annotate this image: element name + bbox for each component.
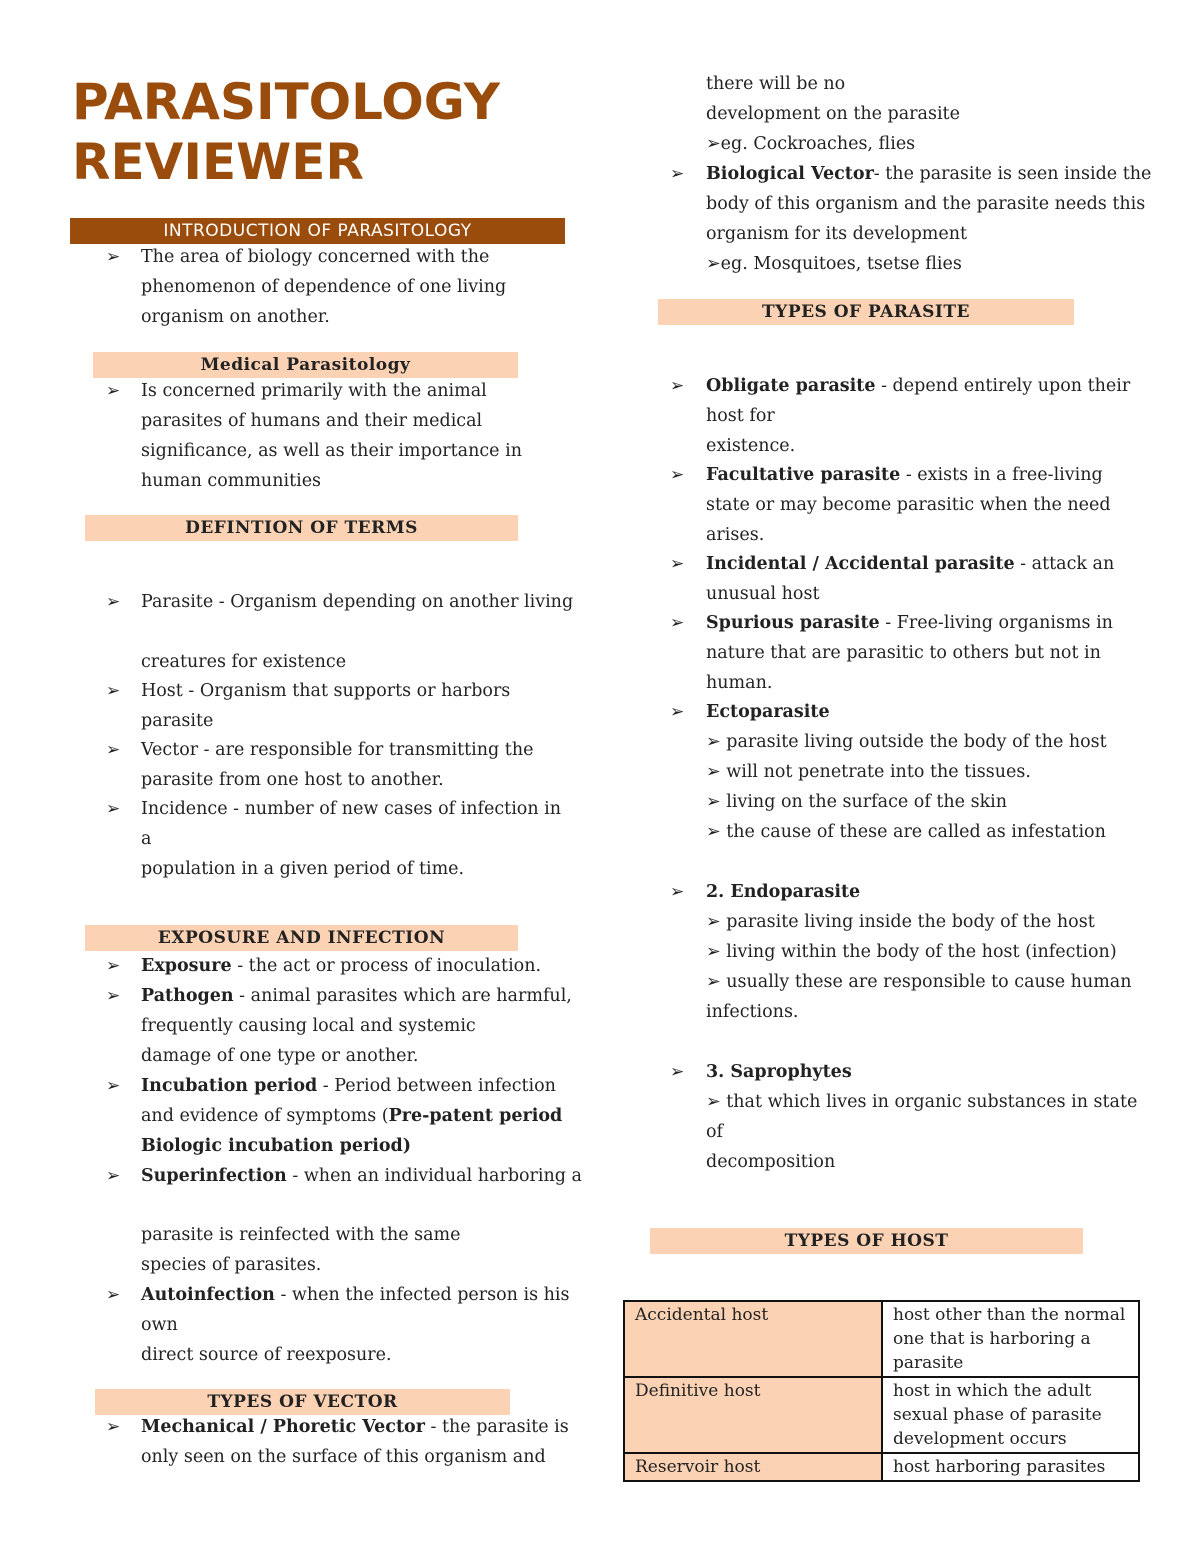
bullet-icon: ➢ — [106, 247, 121, 267]
term-autoinfection: Autoinfection — [141, 1285, 275, 1305]
bullet-icon: ➢ — [670, 613, 685, 633]
text-line: species of parasites. — [141, 1255, 322, 1275]
term-mechanical-vector: Mechanical / Phoretic Vector — [141, 1417, 425, 1437]
definition-text: - exists in a free-living — [900, 465, 1103, 485]
host-types-table — [623, 1300, 1140, 1482]
text-line: parasite is reinfected with the same — [141, 1225, 461, 1245]
example-text: eg. Cockroaches, flies — [720, 134, 916, 154]
example-text: eg. Mosquitoes, tsetse flies — [720, 254, 962, 274]
section-header-medical-parasitology: Medical Parasitology — [93, 352, 518, 378]
term-spurious-parasite: Spurious parasite — [706, 613, 880, 633]
text-line: of — [706, 1122, 724, 1142]
text-line: a — [141, 829, 152, 849]
term-exposure: Exposure — [141, 956, 232, 976]
term-biological-vector: Biological Vector — [706, 164, 874, 184]
text-line: population in a given period of time. — [141, 859, 465, 879]
definition-text: - the act or process of inoculation. — [231, 956, 542, 976]
section-header-exposure-and-infection: EXPOSURE AND INFECTION — [85, 925, 518, 951]
section-header-types-of-host: TYPES OF HOST — [650, 1228, 1083, 1254]
host-description-cell: host harboring parasites — [882, 1453, 1139, 1481]
text-line — [706, 1088, 1137, 1118]
text-line: development on the parasite — [706, 104, 960, 124]
definition-text: - animal parasites which are harmful, — [233, 986, 572, 1006]
term-superinfection: Superinfection — [141, 1166, 287, 1186]
text-line: human communities — [141, 471, 322, 491]
text-line: unusual host — [706, 584, 820, 604]
text-line: phenomenon of dependence of one living — [141, 277, 507, 297]
text-line: own — [141, 1315, 178, 1335]
text-line — [706, 728, 1107, 758]
text-line — [141, 1132, 411, 1162]
text-line — [706, 938, 1117, 968]
bullet-icon: ➢ — [106, 381, 121, 401]
text-line — [706, 130, 915, 160]
sub-bullet-icon: ➢ — [706, 942, 721, 962]
text-line: parasite — [141, 711, 214, 731]
term-saprophytes: 3. Saprophytes — [706, 1062, 852, 1082]
text-line — [706, 160, 1151, 190]
section-header-types-of-vector: TYPES OF VECTOR — [95, 1389, 510, 1415]
text-line — [141, 1413, 569, 1443]
bullet-icon: ➢ — [106, 1166, 121, 1186]
sub-bullet-icon: ➢ — [706, 822, 721, 842]
definition-text: - depend entirely upon their — [875, 376, 1131, 396]
host-name-cell: Reservoir host — [624, 1453, 882, 1481]
term-biologic-incubation-period: Biologic incubation period) — [141, 1136, 412, 1156]
section-header-types-of-parasite: TYPES OF PARASITE — [658, 299, 1074, 325]
text-line: state or may become parasitic when the need — [706, 495, 1111, 515]
text-line — [706, 788, 1007, 818]
text-line: creatures for existence — [141, 652, 347, 672]
list-item: parasite living outside the body of the host — [726, 732, 1107, 752]
text-line — [141, 1162, 582, 1192]
bullet-icon: ➢ — [106, 956, 121, 976]
bullet-icon: ➢ — [106, 986, 121, 1006]
text-line: only seen on the surface of this organism and — [141, 1447, 546, 1467]
list-item: living within the body of the host (infection) — [726, 942, 1117, 962]
table-row — [624, 1377, 1139, 1453]
sub-bullet-icon: ➢ — [706, 254, 721, 274]
sub-bullet-icon: ➢ — [706, 732, 721, 752]
list-item: that which lives in organic substances in state — [726, 1092, 1138, 1112]
host-name-cell: Definitive host — [624, 1377, 882, 1453]
text-line: human. — [706, 673, 773, 693]
text-line: significance, as well as their importance in — [141, 441, 522, 461]
text-line — [706, 878, 860, 908]
text-line: body of this organism and the parasite needs this — [706, 194, 1146, 214]
text-line — [706, 968, 1132, 998]
bullet-icon: ➢ — [106, 681, 121, 701]
list-item: living on the surface of the skin — [726, 792, 1008, 812]
bullet-icon: ➢ — [670, 164, 685, 184]
text-line: frequently causing local and systemic — [141, 1016, 476, 1036]
text-line — [706, 250, 962, 280]
text-line: parasites of humans and their medical — [141, 411, 483, 431]
sub-bullet-icon: ➢ — [706, 762, 721, 782]
text-line: The area of biology concerned with the — [141, 247, 490, 267]
term-endoparasite: 2. Endoparasite — [706, 882, 861, 902]
table-row — [624, 1453, 1139, 1481]
list-item: usually these are responsible to cause human — [726, 972, 1132, 992]
term-incidental-parasite: Incidental / Accidental parasite — [706, 554, 1015, 574]
text-line: infections. — [706, 1002, 799, 1022]
definition-text: - the parasite is — [424, 1417, 569, 1437]
text-line: organism on another. — [141, 307, 330, 327]
sub-bullet-icon: ➢ — [706, 912, 721, 932]
text-line — [141, 1102, 562, 1132]
text-line: Parasite - Organism depending on another living — [141, 592, 574, 612]
text-line: parasite from one host to another. — [141, 770, 444, 790]
section-header-definition-of-terms: DEFINTION OF TERMS — [85, 515, 518, 541]
title-line-1: PARASITOLOGY — [72, 73, 500, 131]
term-incubation-period: Incubation period — [141, 1076, 318, 1096]
text-line — [706, 609, 1113, 639]
definition-text: - when the infected person is his — [274, 1285, 570, 1305]
text-line: Is concerned primarily with the animal — [141, 381, 487, 401]
list-item: the cause of these are called as infestation — [726, 822, 1106, 842]
host-name-cell: Accidental host — [624, 1301, 882, 1377]
text-line — [706, 908, 1095, 938]
text-line — [706, 758, 1031, 788]
bullet-icon: ➢ — [670, 882, 685, 902]
text-line: Incidence - number of new cases of infection in — [141, 799, 562, 819]
sub-bullet-icon: ➢ — [706, 1092, 721, 1112]
bullet-icon: ➢ — [106, 1285, 121, 1305]
sub-bullet-icon: ➢ — [706, 134, 721, 154]
definition-text: - the parasite is seen inside the — [873, 164, 1152, 184]
term-pre-patent-period: Pre-patent period — [388, 1106, 563, 1126]
text-line: Host - Organism that supports or harbors — [141, 681, 511, 701]
bullet-icon: ➢ — [106, 1417, 121, 1437]
term-obligate-parasite: Obligate parasite — [706, 376, 876, 396]
text-line — [141, 982, 572, 1012]
sub-bullet-icon: ➢ — [706, 972, 721, 992]
text-line: Vector - are responsible for transmitting the — [141, 740, 534, 760]
text-line — [706, 372, 1130, 402]
definition-text: - Free-living organisms in — [879, 613, 1113, 633]
term-facultative-parasite: Facultative parasite — [706, 465, 901, 485]
text-line — [706, 550, 1114, 580]
bullet-icon: ➢ — [106, 1076, 121, 1096]
text-line — [141, 1281, 570, 1311]
text-line — [706, 698, 830, 728]
definition-text: - Period between infection — [317, 1076, 556, 1096]
text-line: arises. — [706, 525, 765, 545]
bullet-icon: ➢ — [670, 465, 685, 485]
list-item: will not penetrate into the tissues. — [726, 762, 1031, 782]
text-line: there will be no — [706, 74, 846, 94]
text-line: existence. — [706, 436, 796, 456]
term-pathogen: Pathogen — [141, 986, 234, 1006]
text-line: damage of one type or another. — [141, 1046, 419, 1066]
page-title — [72, 72, 500, 192]
text-line — [706, 1058, 852, 1088]
bullet-icon: ➢ — [670, 1062, 685, 1082]
text-line: decomposition — [706, 1152, 836, 1172]
text-line: nature that are parasitic to others but not in — [706, 643, 1101, 663]
bullet-icon: ➢ — [106, 740, 121, 760]
section-header-introduction: INTRODUCTION OF PARASITOLOGY — [70, 218, 565, 244]
list-item: parasite living inside the body of the host — [726, 912, 1095, 932]
term-ectoparasite: Ectoparasite — [706, 702, 830, 722]
bullet-icon: ➢ — [670, 702, 685, 722]
text-line: direct source of reexposure. — [141, 1345, 392, 1365]
text-line: host for — [706, 406, 775, 426]
text-line: organism for its development — [706, 224, 968, 244]
text-line — [141, 952, 541, 982]
bullet-icon: ➢ — [670, 554, 685, 574]
bullet-icon: ➢ — [106, 799, 121, 819]
host-description-cell: host other than the normal one that is harboring a parasite — [882, 1301, 1139, 1377]
bullet-icon: ➢ — [670, 376, 685, 396]
table-row — [624, 1301, 1139, 1377]
text-line — [706, 818, 1106, 848]
definition-text: and evidence of symptoms ( — [141, 1106, 389, 1126]
title-line-2: REVIEWER — [72, 133, 364, 191]
text-line — [706, 461, 1103, 491]
definition-text: - when an individual harboring a — [286, 1166, 582, 1186]
text-line — [141, 1072, 556, 1102]
definition-text: - attack an — [1014, 554, 1115, 574]
bullet-icon: ➢ — [106, 592, 121, 612]
host-description-cell: host in which the adult sexual phase of parasite development occurs — [882, 1377, 1139, 1453]
sub-bullet-icon: ➢ — [706, 792, 721, 812]
